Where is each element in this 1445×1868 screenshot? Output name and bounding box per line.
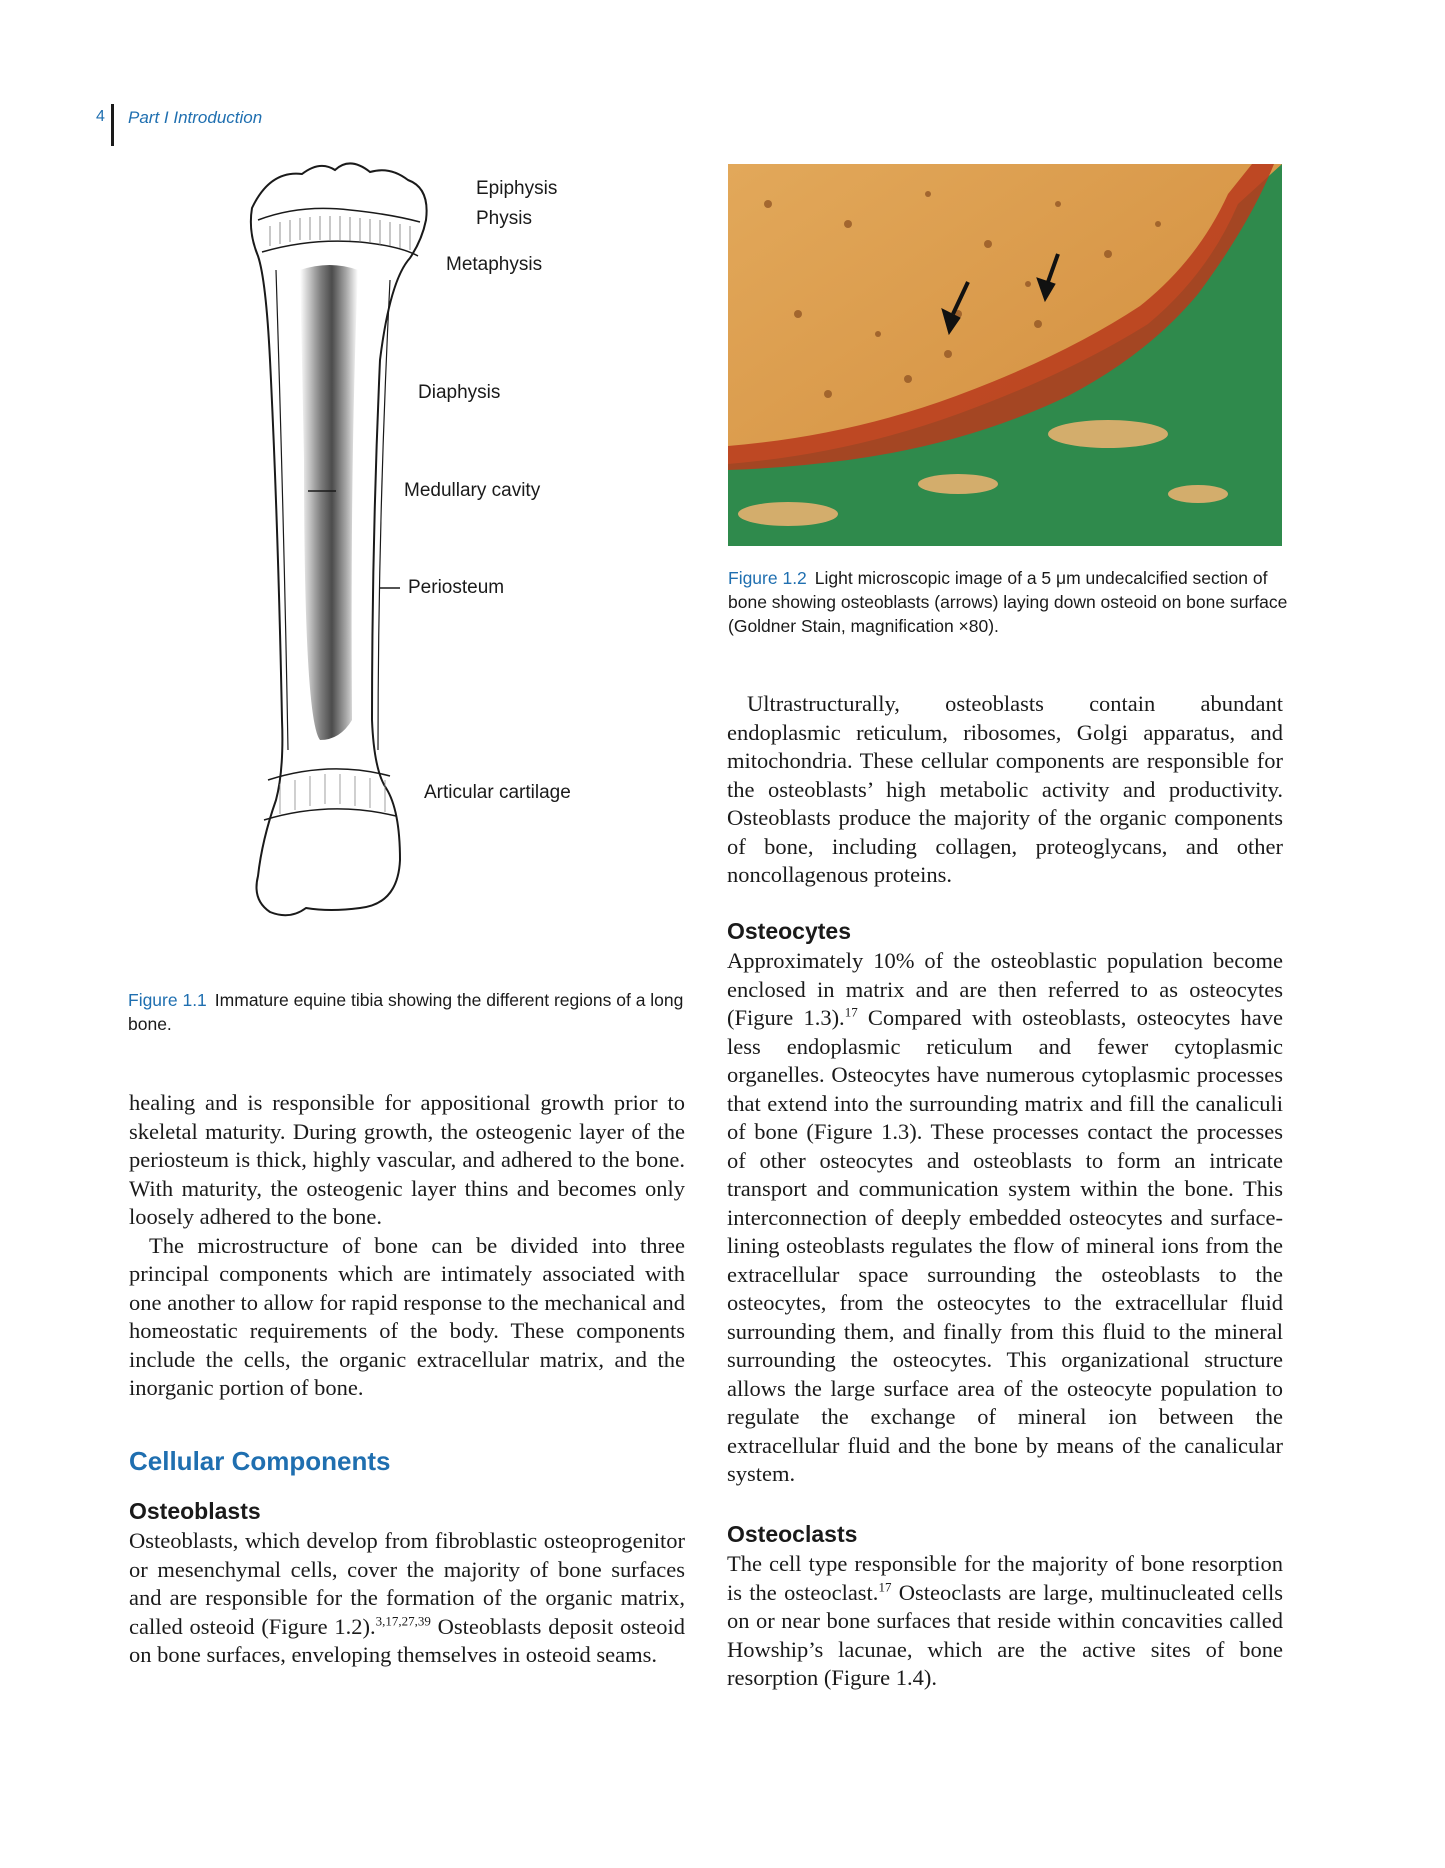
osteoblasts-text-b: Osteoblasts deposit osteoid on bone surfaces, enveloping themselves in osteoid seams.: [129, 1613, 686, 1667]
figure-micrograph: [728, 164, 1282, 546]
tibia-drawing: [240, 160, 600, 980]
label-diaphysis: Diaphysis: [418, 382, 501, 403]
label-epiphysis: Epiphysis: [476, 178, 558, 199]
ultrastructure-text: [727, 690, 1283, 890]
label-physis: Physis: [476, 208, 532, 229]
osteoblasts-citation: 3,17,27,39: [375, 1613, 431, 1628]
paragraph-microstructure: The microstructure of bone can be divided into three principal components which are intimately associated with one another to allow for rapid response to the mechanical and homeostatic requirements of the body. These components include the cells, the organic extracellular matrix, and the inorganic portion of bone.: [129, 1232, 685, 1400]
subheading-osteoclasts: Osteoclasts: [727, 1521, 858, 1547]
osteoclasts-citation: 17: [878, 1579, 892, 1594]
figure-1-2-caption: [728, 566, 1288, 638]
osteocytes-citation: 17: [844, 1004, 858, 1020]
osteocytes-text-b: Compared with osteoblasts, osteocytes have less endoplasmic reticulum and fewer cytoplasmic organelles. Osteocytes have numerous cytoplasmic processes that extend into the surrounding matrix and fill the canaliculi of bone (Figure 1.3). These processes contact the processes of other osteocytes and osteoblasts to form an intricate transport and communication system within the bone. This interconnection of deeply embedded osteocytes and surface-lining osteoblasts regulates the flow of mineral ions from the extracellular space surrounding the osteoblasts to the osteocytes, from the osteocytes to the extracellular fluid surrounding them, and finally from this fluid to the mineral surrounding the osteocytes. This organizational structure allows the large surface area of the osteocyte population to regulate the exchange of mineral ion between the extracellular fluid and the bone by means of the canalicular system.: [727, 1005, 1283, 1486]
section-heading-cellular-components: Cellular Components: [129, 1446, 391, 1476]
paragraph-ultrastructure: Ultrastructurally, osteoblasts contain abundant endoplasmic reticulum, ribosomes, Golgi apparatus, and mitochondria. These cellular components are responsible for the osteoblasts’ high metabolic activity and productivity. Osteoblasts produce the majority of the organic components of bone, including collagen, proteoglycans, and other noncollagenous proteins.: [727, 691, 1283, 887]
header-divider: [111, 104, 114, 146]
label-medullary-cavity: Medullary cavity: [404, 480, 541, 501]
figure-tibia-illustration: [240, 160, 600, 980]
osteoblasts-text: [129, 1527, 685, 1670]
figure-1-2-number: Figure 1.2: [728, 568, 807, 588]
figure-1-2-text: Light microscopic image of a 5 μm undecalcified section of bone showing osteoblasts (arrows) laying down osteoid on bone surface (Goldner Stain, magnification ×80).: [728, 568, 1288, 636]
osteoclasts-text: [727, 1550, 1283, 1693]
label-articular-cartilage: Articular cartilage: [424, 782, 571, 803]
subheading-osteocytes: Osteocytes: [727, 918, 852, 944]
osteoclasts-text-b: Osteoclasts are large, multinucleated cells on or near bone surfaces that reside within concavities called Howship’s lacunae, which are the active sites of bone resorption (Figure 1.4).: [727, 1579, 1283, 1690]
label-metaphysis: Metaphysis: [446, 254, 543, 275]
osteocytes-text: [727, 947, 1283, 1489]
left-column-text: [129, 1089, 685, 1403]
subheading-osteoblasts: Osteoblasts: [129, 1498, 261, 1524]
figure-1-1-caption: [128, 988, 684, 1036]
page-number: 4: [96, 108, 105, 125]
paragraph-osteoclasts: [727, 1550, 1283, 1693]
figure-1-1-text: Immature equine tibia showing the different regions of a long bone.: [128, 990, 684, 1034]
running-title: Part I Introduction: [128, 108, 263, 127]
paragraph-osteocytes: [727, 947, 1283, 1489]
label-periosteum: Periosteum: [408, 577, 505, 598]
osteocytes-text-a: Approximately 10% of the osteoblastic population become enclosed in matrix and are then referred to as osteocytes (Figure 1.3).: [727, 948, 1283, 1030]
figure-1-1-number: Figure 1.1: [128, 990, 207, 1010]
micrograph-image: [728, 164, 1282, 546]
paragraph-periosteum: healing and is responsible for appositional growth prior to skeletal maturity. During growth, the osteogenic layer of the periosteum is thick, highly vascular, and adhered to the bone. With maturity, the osteogenic layer thins and becomes only loosely adhered to the bone.: [129, 1090, 685, 1229]
osteoblasts-text-a: Osteoblasts, which develop from fibroblastic osteoprogenitor or mesenchymal cells, cover the majority of bone surfaces and are responsible for the formation of the organic matrix, called osteoid (Figure 1.2).: [129, 1528, 685, 1639]
osteoclasts-text-a: The cell type responsible for the majority of bone resorption is the osteoclast.: [727, 1551, 1283, 1605]
paragraph-osteoblasts: [129, 1527, 685, 1670]
